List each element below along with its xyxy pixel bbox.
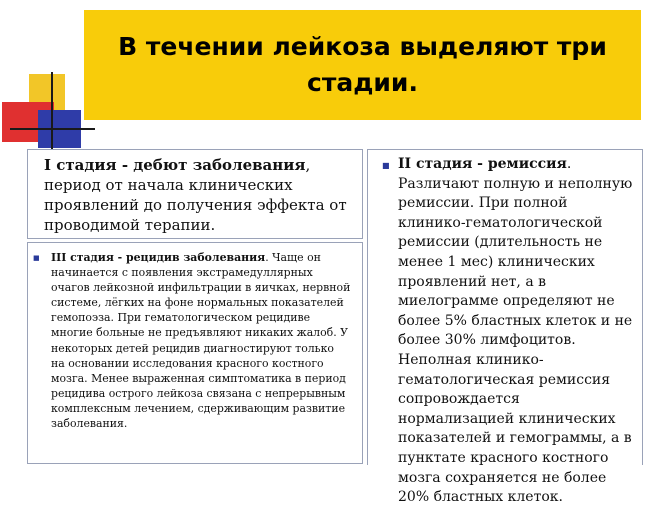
stage3-heading: III стадия - рецидив заболевания <box>51 251 266 264</box>
stage3-box <box>27 242 363 464</box>
decor-vertical-line <box>51 72 53 158</box>
stage2-heading: II стадия - ремиссия <box>398 156 567 172</box>
stage1-heading: I стадия - дебют заболевания <box>44 156 306 174</box>
square-bullet-icon: ■ <box>382 161 390 170</box>
slide-title: В течении лейкоза выделяют три стадии. <box>118 32 607 97</box>
stage3-body: . Чаще он начинается с появления экстрамедуллярных очагов лейкозной инфильтрации в яичках, нервной системе, лёгких на фоне нормальных показателей гемопоэза. При гематологическом рецидиве многие больные не предъявляют никаких жалоб. У некоторых детей рецидив диагностируют только на основании исследования красного костного мозга. Менее выраженная симптоматика в период рецидива острого лейкоза связана с непрерывным комплексным лечением, сдерживающим развитие заболевания. <box>51 251 351 431</box>
stage3-text <box>51 250 351 459</box>
decor-horizontal-line <box>10 128 95 130</box>
stage1-body: , период от начала клинических проявлений до получения эффекта от проводимой терапии. <box>44 156 347 234</box>
stage2-body: . Различают полную и неполную ремиссии. При полной клинико-гематологической ремиссии (длительность не менее 1 мес) клинических проявлений нет, а в миелограмме определяют не более 5% бластных клеток и не более 30% лимфоцитов. Неполная клинико-гематологическая ремиссия сопровождается нормализацией клинических показателей и гемограммы, а в пунктате красного костного мозга сохраняется не более 20% бластных клеток. <box>398 156 633 506</box>
stage1-box <box>27 149 363 239</box>
stage2-text <box>398 155 636 506</box>
title-banner <box>84 10 641 120</box>
square-bullet-icon: ■ <box>33 254 40 262</box>
stage2-box <box>367 149 643 506</box>
